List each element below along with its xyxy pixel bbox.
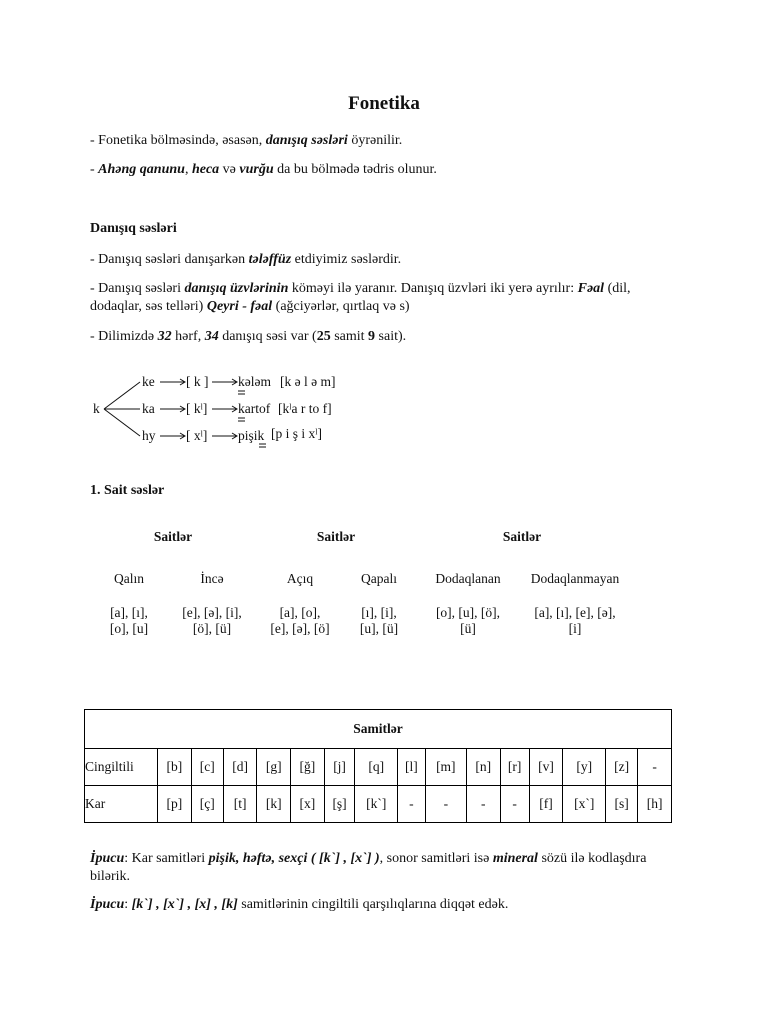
diagram-transcription: [k ə l ə m]: [280, 374, 336, 389]
vowel-list-line: [a], [o],: [279, 605, 321, 620]
emphasis-text: heca: [191, 162, 220, 177]
diagram-word: [238, 374, 271, 390]
text-run: və: [219, 162, 240, 177]
vowel-list-line: [ö], [ü]: [192, 621, 232, 636]
table-cell: [k]: [257, 786, 291, 823]
text-run: sait).: [375, 329, 407, 344]
emphasis-text: Fəal: [577, 281, 605, 296]
emphasis-number: 32: [157, 329, 172, 344]
vowel-class-name: Dodaqlanmayan: [530, 571, 620, 586]
table-cell: -: [425, 786, 466, 823]
text-run: ,: [184, 162, 192, 177]
table-header-row: [85, 710, 672, 749]
table-cell: [x`]: [563, 786, 606, 823]
text-run: - Danışıq səsləri danışarkən: [90, 252, 249, 267]
table-cell: [ş]: [324, 786, 355, 823]
tip-label: İpucu: [90, 851, 125, 866]
branch-line: [104, 382, 140, 409]
vowel-class-name: Qapalı: [361, 571, 397, 586]
text-run: , sonor samitləri isə: [379, 851, 493, 866]
table-title: Samitlər: [85, 710, 672, 749]
tip-paragraph-2: [90, 896, 650, 914]
table-cell: [b]: [158, 749, 192, 786]
word-part: ələm: [244, 374, 271, 389]
sounds-paragraph-3: [90, 328, 650, 346]
vowel-class-name: Açıq: [286, 571, 314, 586]
text-run: samitlərinin cingiltili qarşılıqlarına diqqət edək.: [237, 897, 509, 912]
emphasis-number: 34: [204, 329, 219, 344]
text-run: (dil, dodaqlar, səs telləri): [90, 281, 631, 314]
diagram-transcription: [kˡa r to f]: [278, 401, 332, 416]
section-heading-sounds: Danışıq səsləri: [90, 221, 177, 236]
emphasis-text: Qeyri - fəal: [206, 299, 273, 314]
text-run: : Kar samitləri: [124, 851, 209, 866]
table-cell: [k`]: [355, 786, 398, 823]
page-title: Fonetika: [348, 93, 420, 114]
table-cell: [t]: [223, 786, 257, 823]
table-cell: [m]: [425, 749, 466, 786]
word-part: k: [238, 374, 245, 389]
text-run: danışıq səsi var (: [218, 329, 317, 344]
emphasis-text: pişik, həftə, sexçi ( [k`] , [x`] ): [208, 851, 380, 866]
vowel-list-line: [ü]: [460, 621, 476, 636]
diagram-root: k: [93, 401, 100, 416]
table-cell: [r]: [500, 749, 529, 786]
sounds-paragraph-2: [90, 280, 650, 316]
text-run: etdiyimiz səslərdir.: [291, 252, 402, 267]
table-cell: [v]: [529, 749, 563, 786]
vowel-list-line: [o], [u]: [109, 621, 149, 636]
consonant-table: [84, 709, 672, 823]
table-cell: [z]: [606, 749, 638, 786]
table-cell: [f]: [529, 786, 563, 823]
vowel-group-title: Saitlər: [316, 529, 356, 544]
table-cell: -: [500, 786, 529, 823]
vowel-list-line: [ı], [i],: [361, 605, 397, 620]
vowel-list: [520, 605, 630, 637]
table-cell: [j]: [324, 749, 355, 786]
emphasis-text: mineral: [492, 851, 538, 866]
vowel-list-line: [i]: [568, 621, 582, 636]
text-run: - Danışıq səsləri: [90, 281, 185, 296]
text-run: sözü ilə kodlaşdıra bilərik.: [90, 851, 647, 884]
table-cell: [s]: [606, 786, 638, 823]
diagram-syllable: ke: [142, 374, 155, 389]
vowel-list-line: [u], [ü]: [359, 621, 399, 636]
table-cell: [h]: [638, 786, 672, 823]
vowel-list-line: [e], [ə], [i],: [182, 605, 242, 620]
diagram-syllable: hy: [142, 428, 156, 443]
table-cell: [ç]: [191, 786, 223, 823]
intro-paragraph-1: [90, 132, 650, 150]
vowel-list-line: [a], [ı], [e], [ə],: [534, 605, 616, 620]
row-label: Cingiltili: [85, 749, 158, 786]
table-cell: [l]: [398, 749, 426, 786]
row-label: Kar: [85, 786, 158, 823]
table-cell: [p]: [158, 786, 192, 823]
table-cell: [n]: [466, 749, 500, 786]
table-cell: [d]: [223, 749, 257, 786]
vowel-group-title: Saitlər: [502, 529, 542, 544]
vowel-class-name: İncə: [200, 571, 224, 586]
diagram-word: [238, 401, 270, 417]
table-cell: [ğ]: [291, 749, 325, 786]
text-run: köməyi ilə yaranır. Danışıq üzvləri iki yerə ayrılır:: [288, 281, 578, 296]
vowel-class-name: Qalın: [114, 571, 144, 586]
table-row: [85, 749, 672, 786]
diagram-sound: [ k ]: [186, 374, 209, 389]
emphasis-text: tələffüz: [248, 252, 292, 267]
text-run: öyrənilir.: [347, 133, 403, 148]
table-cell: [x]: [291, 786, 325, 823]
text-run: :: [124, 897, 132, 912]
diagram-word: [238, 428, 264, 444]
table-row: [85, 786, 672, 823]
word-part: k: [238, 401, 245, 416]
table-cell: [c]: [191, 749, 223, 786]
emphasis-text: danışıq üzvlərinin: [184, 281, 289, 296]
table-cell: [y]: [563, 749, 606, 786]
tip-label: İpucu: [90, 897, 125, 912]
diagram-transcription: [p i ş i xˡ]: [271, 426, 322, 441]
text-run: - Dilimizdə: [90, 329, 158, 344]
text-run: da bu bölmədə tədris olunur.: [273, 162, 437, 177]
emphasis-number: 25: [316, 329, 331, 344]
sounds-paragraph-1: [90, 251, 650, 269]
vowel-list-line: [o], [u], [ö],: [435, 605, 501, 620]
text-run: (ağciyərlər, qırtlaq və s): [272, 299, 410, 314]
word-part: artof: [244, 401, 271, 416]
emphasis-text: danışıq səsləri: [265, 133, 348, 148]
emphasis-number: 9: [368, 329, 376, 344]
emphasis-text: vurğu: [239, 162, 274, 177]
table-cell: [q]: [355, 749, 398, 786]
vowel-group-title: Saitlər: [153, 529, 193, 544]
section-heading-vowels: 1. Sait səslər: [90, 483, 165, 498]
vowel-list-line: [e], [ə], [ö]: [270, 621, 330, 636]
tip-paragraph-1: [90, 850, 650, 886]
branch-line: [104, 409, 140, 436]
text-run: samit: [330, 329, 369, 344]
table-cell: -: [466, 786, 500, 823]
emphasis-text: [k`] , [x`] , [x] , [k]: [131, 897, 238, 912]
table-cell: -: [398, 786, 426, 823]
emphasis-text: Ahəng qanunu: [98, 162, 185, 177]
vowel-list-line: [a], [ı],: [110, 605, 148, 620]
text-run: - Fonetika bölməsində, əsasən,: [90, 133, 266, 148]
sound-diagram: [90, 370, 390, 450]
vowel-list: [413, 605, 523, 637]
diagram-sound: [ kˡ]: [186, 401, 208, 416]
text-run: -: [90, 162, 99, 177]
diagram-sound: [ xˡ]: [186, 428, 208, 443]
word-part: pişik: [238, 428, 265, 443]
table-cell: -: [638, 749, 672, 786]
intro-paragraph-2: [90, 161, 650, 179]
diagram-syllable: ka: [142, 401, 155, 416]
vowel-class-name: Dodaqlanan: [435, 571, 501, 586]
text-run: hərf,: [171, 329, 205, 344]
table-cell: [g]: [257, 749, 291, 786]
